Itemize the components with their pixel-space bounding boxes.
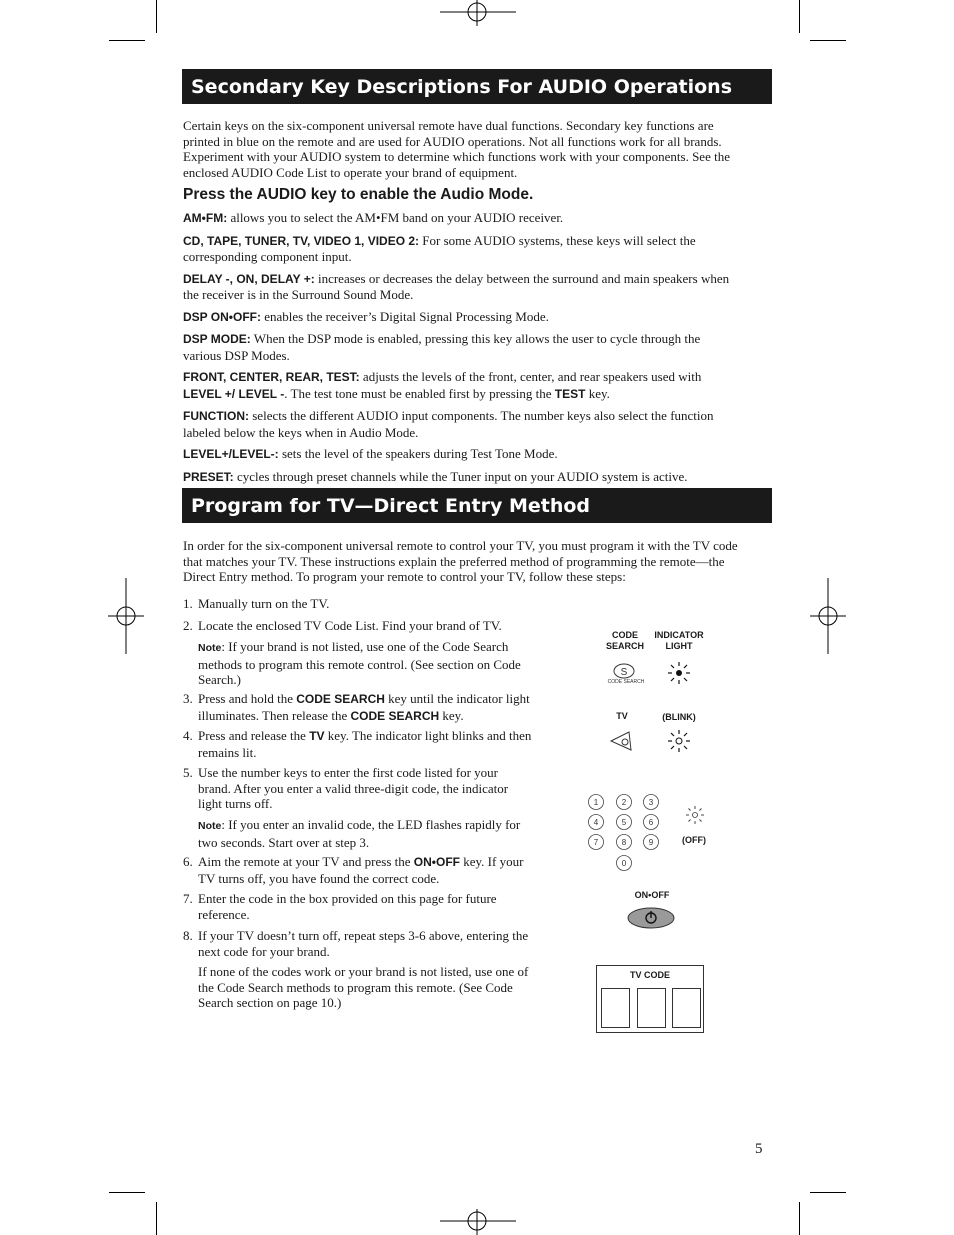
svg-text:7: 7	[593, 838, 599, 847]
indicator-light-blink-icon	[666, 728, 692, 754]
svg-text:2: 2	[621, 798, 627, 807]
code-search-key-letter: S	[620, 667, 628, 678]
step-item	[183, 891, 533, 922]
svg-text:4: 4	[593, 818, 599, 827]
page-number: 5	[755, 1141, 763, 1157]
step-note	[183, 817, 533, 850]
indicator-light-label-text: INDICATOR LIGHT	[654, 630, 704, 651]
svg-text:6: 6	[648, 818, 654, 827]
registration-mark	[810, 578, 846, 654]
step-text: Manually turn on the TV.	[198, 596, 330, 611]
step-text: Locate the enclosed TV Code List. Find your brand of TV.	[198, 618, 502, 633]
crop-mark	[810, 40, 846, 41]
svg-text:8: 8	[621, 838, 627, 847]
crop-mark	[799, 1202, 800, 1235]
audio-key-item: FUNCTION: selects the different AUDIO input components. The number keys also select the function labeled below the keys when in Audio Mode.	[183, 408, 714, 440]
step-number: 7.	[183, 891, 193, 906]
step-number: 6.	[183, 854, 193, 869]
code-search-label	[598, 630, 652, 652]
audio-key-list	[183, 210, 738, 491]
crop-mark	[810, 1192, 846, 1193]
step-item	[183, 691, 533, 724]
step-item	[183, 964, 533, 1011]
off-label: (OFF)	[682, 835, 706, 845]
keypad-key-9	[644, 835, 659, 850]
tv-key-label: TV	[616, 711, 628, 721]
crop-mark	[156, 0, 157, 33]
step-text: Press and release the TV key. The indicator light blinks and then remains lit.	[198, 728, 532, 760]
section-title-audio: Secondary Key Descriptions For AUDIO Operations	[182, 69, 772, 104]
tv-code-digit-box[interactable]	[672, 988, 701, 1028]
tv-code-box	[596, 965, 704, 1033]
registration-mark	[440, 1209, 516, 1235]
power-button-icon	[625, 906, 677, 930]
keypad-key-4	[589, 815, 604, 830]
step-text: Use the number keys to enter the first code listed for your brand. After you enter a valid three-digit code, the indicator light turns off.	[198, 765, 509, 811]
crop-mark	[109, 40, 145, 41]
crop-mark	[109, 1192, 145, 1193]
tv-intro: In order for the six-component universal remote to control your TV, you must program it with the TV code that matches your TV. These instructions explain the preferred method of programming the remote—the Direct Entry method. To program your remote to control your TV, follow these steps:	[183, 538, 738, 584]
step-item	[183, 854, 533, 886]
audio-key-item: FRONT, CENTER, REAR, TEST: adjusts the levels of the front, center, and rear speakers used with LEVEL +/ LEVEL -. The test tone must be enabled first by pressing the TEST key.	[183, 369, 702, 401]
tv-code-label: TV CODE	[629, 970, 670, 980]
svg-text:0: 0	[621, 859, 627, 868]
keypad-key-8	[617, 835, 632, 850]
step-text: Aim the remote at your TV and press the ON•OFF key. If your TV turns off, you have found the correct code.	[198, 854, 524, 886]
keypad-key-0	[617, 856, 632, 871]
step-text: Note: If you enter an invalid code, the LED flashes rapidly for two seconds. Start over at step 3.	[198, 817, 521, 850]
keypad-key-1	[589, 795, 604, 810]
tv-code-digit-box[interactable]	[601, 988, 630, 1028]
audio-key-item: CD, TAPE, TUNER, TV, VIDEO 1, VIDEO 2: For some AUDIO systems, these keys will select the corresponding component input.	[183, 232, 696, 264]
audio-key-item: AM•FM: allows you to select the AM•FM band on your AUDIO receiver.	[183, 210, 564, 225]
indicator-light-label	[646, 630, 712, 652]
keypad-key-6	[644, 815, 659, 830]
registration-mark	[108, 578, 144, 654]
registration-mark	[440, 0, 516, 26]
code-search-key-diagram	[606, 660, 646, 686]
number-keypad-diagram	[584, 790, 664, 876]
step-number: 5.	[183, 765, 193, 780]
step-text: Enter the code in the box provided on this page for future reference.	[198, 891, 497, 922]
step-text: Note: If your brand is not listed, use one of the Code Search methods to program this remote control. (See section on Code Search.)	[198, 639, 521, 687]
step-number: 3.	[183, 691, 193, 706]
indicator-light-on-icon	[666, 660, 692, 686]
svg-text:3: 3	[648, 798, 654, 807]
audio-key-item: LEVEL+/LEVEL-: sets the level of the speakers during Test Tone Mode.	[183, 446, 558, 461]
step-item	[183, 728, 533, 760]
step-text: Press and hold the CODE SEARCH key until the indicator light illuminates. Then release the CODE SEARCH key.	[198, 691, 530, 723]
svg-text:1: 1	[593, 798, 599, 807]
svg-text:9: 9	[648, 838, 654, 847]
svg-text:5: 5	[621, 818, 627, 827]
crop-mark	[799, 0, 800, 33]
keypad-key-2	[617, 795, 632, 810]
step-number: 2.	[183, 618, 193, 633]
keypad-key-5	[617, 815, 632, 830]
audio-key-item: DELAY -, ON, DELAY +: increases or decreases the delay between the surround and main speakers when the receiver is in the Surround Sound Mode.	[183, 270, 730, 302]
audio-key-item: DSP ON•OFF: enables the receiver’s Digital Signal Processing Mode.	[183, 308, 549, 324]
step-item	[183, 618, 533, 634]
crop-mark	[156, 1202, 157, 1235]
indicator-light-off-icon	[684, 804, 706, 826]
tv-code-digit-box[interactable]	[637, 988, 666, 1028]
on-off-label: ON•OFF	[634, 890, 670, 900]
step-item	[183, 596, 533, 612]
step-note	[183, 639, 533, 688]
step-text: If none of the codes work or your brand is not listed, use one of the Code Search methods to program this remote. (See Code Search section on page 10.)	[198, 964, 529, 1010]
keypad-key-3	[644, 795, 659, 810]
step-text: If your TV doesn’t turn off, repeat steps 3-6 above, entering the next code for your brand.	[198, 928, 529, 959]
code-search-label-text: CODE SEARCH	[605, 630, 644, 651]
blink-label: (BLINK)	[662, 712, 696, 722]
audio-key-item: PRESET: cycles through preset channels while the Tuner input on your AUDIO system is active.	[183, 468, 688, 484]
step-item	[183, 928, 533, 959]
step-item	[183, 765, 533, 812]
audio-subheading: Press the AUDIO key to enable the Audio Mode.	[183, 186, 534, 203]
code-search-key-caption: CODE SEARCH	[607, 679, 645, 685]
section-title-tv: Program for TV—Direct Entry Method	[182, 488, 772, 523]
step-number: 8.	[183, 928, 193, 943]
audio-key-item: DSP MODE: When the DSP mode is enabled, pressing this key allows the user to cycle through the various DSP Modes.	[183, 331, 701, 363]
step-number: 4.	[183, 728, 193, 743]
audio-intro: Certain keys on the six-component universal remote have dual functions. Secondary key functions are printed in blue on the remote and are used for AUDIO operations. Not all functions work for all brands. Experiment with your AUDIO system to determine which functions work with your components. See the enclosed AUDIO Code List to operate your brand of equipment.	[183, 118, 730, 180]
tv-key-icon	[607, 728, 637, 754]
keypad-key-7	[589, 835, 604, 850]
step-number: 1.	[183, 596, 193, 611]
